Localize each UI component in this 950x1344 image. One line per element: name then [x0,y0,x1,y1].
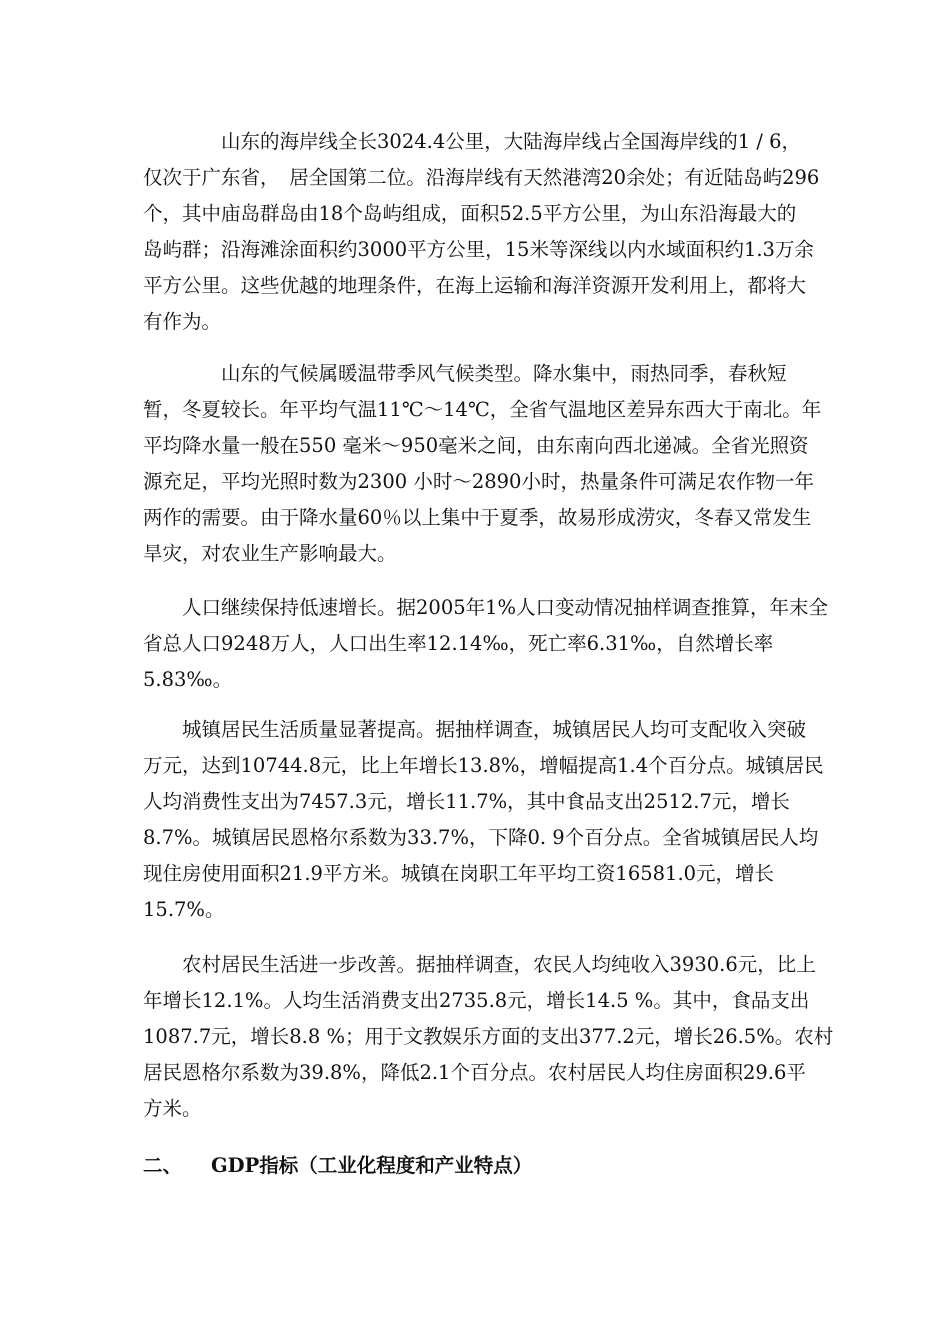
text-line: 5.83‰。 [143,668,233,691]
text-line: 年增长12.1%。人均生活消费支出2735.8元，增长14.5 %。其中，食品支出 [143,989,810,1012]
text-line: 农村居民生活进一步改善。据抽样调查，农民人均纯收入3930.6元，比上 [143,953,816,976]
text-line: 暂，冬夏较长。年平均气温11℃～14℃，全省气温地区差异东西大于南北。年 [143,398,822,421]
text-line: 源充足，平均光照时数为2300 小时～2890小时，热量条件可满足农作物一年 [143,470,814,493]
text-line: 平均降水量一般在550 毫米～950毫米之间，由东南向西北递减。全省光照资 [143,434,809,457]
text-line: 人均消费性支出为7457.3元，增长11.7%，其中食品支出2512.7元，增长 [143,790,790,813]
section-title: GDP指标（工业化程度和产业特点） [211,1154,533,1177]
text-line: 有作为。 [143,310,222,333]
text-line: 省总人口9248万人，人口出生率12.14‰，死亡率6.31‰，自然增长率 [143,632,774,655]
text-line: 山东的气候属暖温带季风气候类型。降水集中，雨热同季，春秋短 [143,362,787,385]
section-number: 二、 [143,1154,183,1177]
text-line: 8.7%。城镇居民恩格尔系数为33.7%，下降0. 9个百分点。全省城镇居民人均 [143,826,819,849]
text-line: 山东的海岸线全长3024.4公里，大陆海岸线占全国海岸线的1 / 6， [143,130,802,153]
paragraph-climate [143,356,823,572]
paragraph-coastline [143,124,823,340]
text-line: 岛屿群；沿海滩涂面积约3000平方公里，15米等深线以内水域面积约1.3万余 [143,238,814,261]
paragraph-rural-residents [143,947,834,1127]
text-line: 仅次于广东省， 居全国第二位。沿海岸线有天然港湾20余处；有近陆岛屿296 [143,166,820,189]
paragraph-urban-residents [143,712,823,928]
text-line: 1087.7元，增长8.8 %；用于文教娱乐方面的支出377.2元，增长26.5%。农村 [143,1025,834,1048]
text-line: 万元，达到10744.8元，比上年增长13.8%，增幅提高1.4个百分点。城镇居民 [143,754,824,777]
text-line: 人口继续保持低速增长。据2005年1%人口变动情况抽样调查推算，年末全 [143,596,829,619]
text-line: 居民恩格尔系数为39.8%，降低2.1个百分点。农村居民人均住房面积29.6平 [143,1061,806,1084]
section-heading [143,1148,532,1184]
text-line: 两作的需要。由于降水量60％以上集中于夏季，故易形成涝灾，冬春又常发生 [143,506,812,529]
paragraph-population [143,590,829,698]
text-line: 个，其中庙岛群岛由18个岛屿组成，面积52.5平方公里，为山东沿海最大的 [143,202,797,225]
text-line: 现住房使用面积21.9平方米。城镇在岗职工年平均工资16581.0元，增长 [143,862,775,885]
text-line: 城镇居民生活质量显著提高。据抽样调查，城镇居民人均可支配收入突破 [143,718,807,741]
text-line: 方米。 [143,1097,202,1120]
text-line: 15.7%。 [143,898,225,921]
text-line: 旱灾，对农业生产影响最大。 [143,542,397,565]
text-line: 平方公里。这些优越的地理条件，在海上运输和海洋资源开发利用上，都将大 [143,274,807,297]
